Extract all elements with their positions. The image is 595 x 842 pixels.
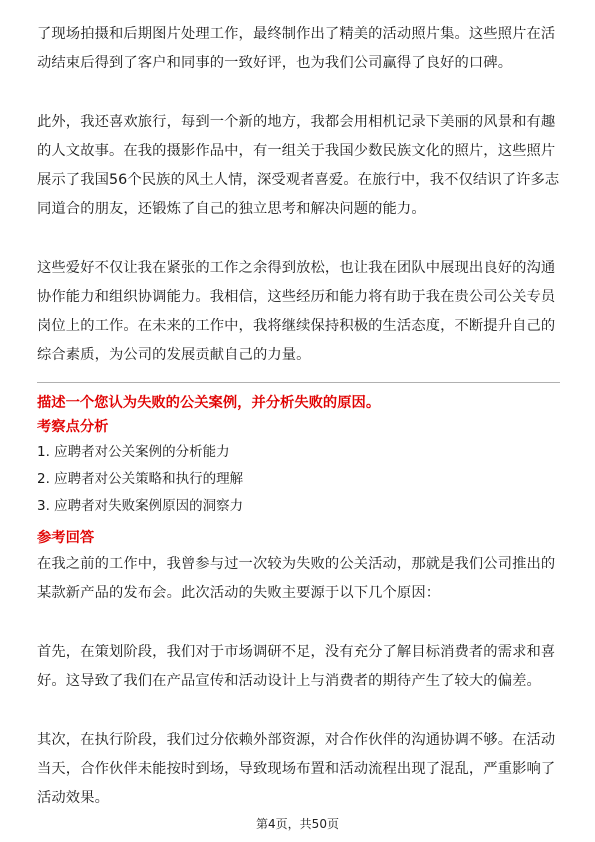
answer-paragraph-2: 首先，在策划阶段，我们对于市场调研不足，没有充分了解目标消费者的需求和喜好。这导致了我们在产品宣传和活动设计上与消费者的期待产生了较大的偏差。 [37, 644, 556, 689]
analysis-item-2: 2. 应聘者对公关策略和执行的理解 [37, 471, 244, 487]
analysis-title: 考察点分析 [37, 419, 109, 435]
answer-title: 参考回答 [37, 530, 95, 546]
answer-paragraph-3: 其次，在执行阶段，我们过分依赖外部资源，对合作伙伴的沟通协调不够。在活动当天，合作伙伴未能按时到场，导致现场布置和活动流程出现了混乱，严重影响了活动效果。 [37, 732, 556, 806]
page-content [37, 20, 560, 813]
section-divider [37, 382, 560, 383]
analysis-item-3: 3. 应聘者对失败案例原因的洞察力 [37, 498, 244, 514]
page-number-footer: 第4页，共50页 [256, 817, 339, 831]
intro-paragraph-1: 了现场拍摄和后期图片处理工作，最终制作出了精美的活动照片集。这些照片在活动结束后得到了客户和同事的一致好评，也为我们公司赢得了良好的口碑。 [37, 26, 556, 71]
answer-paragraph-1: 在我之前的工作中，我曾参与过一次较为失败的公关活动，那就是我们公司推出的某款新产品的发布会。此次活动的失败主要源于以下几个原因： [37, 556, 556, 601]
interview-question: 描述一个您认为失败的公关案例，并分析失败的原因。 [37, 395, 381, 411]
analysis-item-1: 1. 应聘者对公关案例的分析能力 [37, 444, 230, 460]
intro-paragraph-3: 这些爱好不仅让我在紧张的工作之余得到放松，也让我在团队中展现出良好的沟通协作能力和组织协调能力。我相信，这些经历和能力将有助于我在贵公司公关专员岗位上的工作。在未来的工作中，我将继续保持积极的生活态度，不断提升自己的综合素质，为公司的发展贡献自己的力量。 [37, 260, 556, 363]
intro-paragraph-2: 此外，我还喜欢旅行，每到一个新的地方，我都会用相机记录下美丽的风景和有趣的人文故事。在我的摄影作品中，有一组关于我国少数民族文化的照片，这些照片展示了我国56个民族的风土人情，深受观者喜爱。在旅行中，我不仅结识了许多志同道合的朋友，还锻炼了自己的独立思考和解决问题的能力。 [37, 114, 560, 217]
